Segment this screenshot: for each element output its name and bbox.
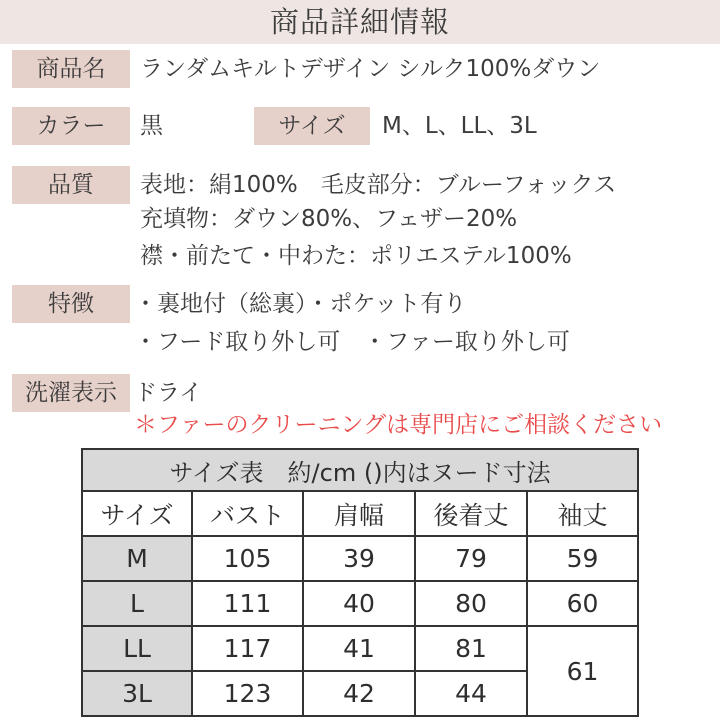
page-title: 商品詳細情報: [0, 0, 720, 44]
product-name-value: ランダムキルトデザイン シルク100%ダウン: [140, 56, 601, 82]
table-cell: 79: [415, 536, 527, 581]
features-line: ・裏地付（総裏）・ポケット有り: [134, 291, 467, 317]
row-size: L: [82, 581, 192, 626]
table-row: [82, 536, 638, 581]
size-value: M、L、LL、3L: [382, 113, 537, 139]
quality-line: 充填物：ダウン80%、フェザー20%: [140, 206, 518, 232]
table-cell: 61: [527, 626, 638, 716]
table-cell: 42: [303, 671, 415, 716]
table-cell: 117: [192, 626, 303, 671]
quality-line: 表地：絹100% 毛皮部分：ブルーフォックス: [140, 172, 617, 198]
table-cell: 39: [303, 536, 415, 581]
table-cell: 105: [192, 536, 303, 581]
size-label: サイズ: [254, 107, 370, 145]
column-header: 肩幅: [303, 491, 415, 536]
table-cell: 111: [192, 581, 303, 626]
quality-label: 品質: [12, 166, 130, 204]
table-cell: 59: [527, 536, 638, 581]
features-line: ・フード取り外し可 ・ファー取り外し可: [134, 329, 570, 355]
table-cell: 60: [527, 581, 638, 626]
table-cell: 81: [415, 626, 527, 671]
table-cell: 44: [415, 671, 527, 716]
quality-line: 襟・前たて・中わた：ポリエステル100%: [140, 243, 572, 269]
care-note: ＊ファーのクリーニングは専門店にご相談ください: [134, 412, 663, 438]
product-name-label: 商品名: [12, 50, 130, 88]
row-size: M: [82, 536, 192, 581]
size-table-caption: サイズ表 約/cm ()内はヌード寸法: [82, 449, 638, 491]
care-label: 洗濯表示: [12, 374, 130, 412]
column-header: 袖丈: [527, 491, 638, 536]
column-header: バスト: [192, 491, 303, 536]
table-cell: 80: [415, 581, 527, 626]
table-cell: 41: [303, 626, 415, 671]
size-table: [81, 448, 639, 717]
color-label: カラー: [12, 107, 130, 145]
column-header: 後着丈: [415, 491, 527, 536]
table-cell: 123: [192, 671, 303, 716]
features-label: 特徴: [12, 285, 130, 323]
column-header: サイズ: [82, 491, 192, 536]
color-value: 黒: [140, 113, 163, 139]
row-size: 3L: [82, 671, 192, 716]
table-row: [82, 626, 638, 671]
table-row: [82, 581, 638, 626]
care-value: ドライ: [134, 380, 203, 406]
table-cell: 40: [303, 581, 415, 626]
row-size: LL: [82, 626, 192, 671]
